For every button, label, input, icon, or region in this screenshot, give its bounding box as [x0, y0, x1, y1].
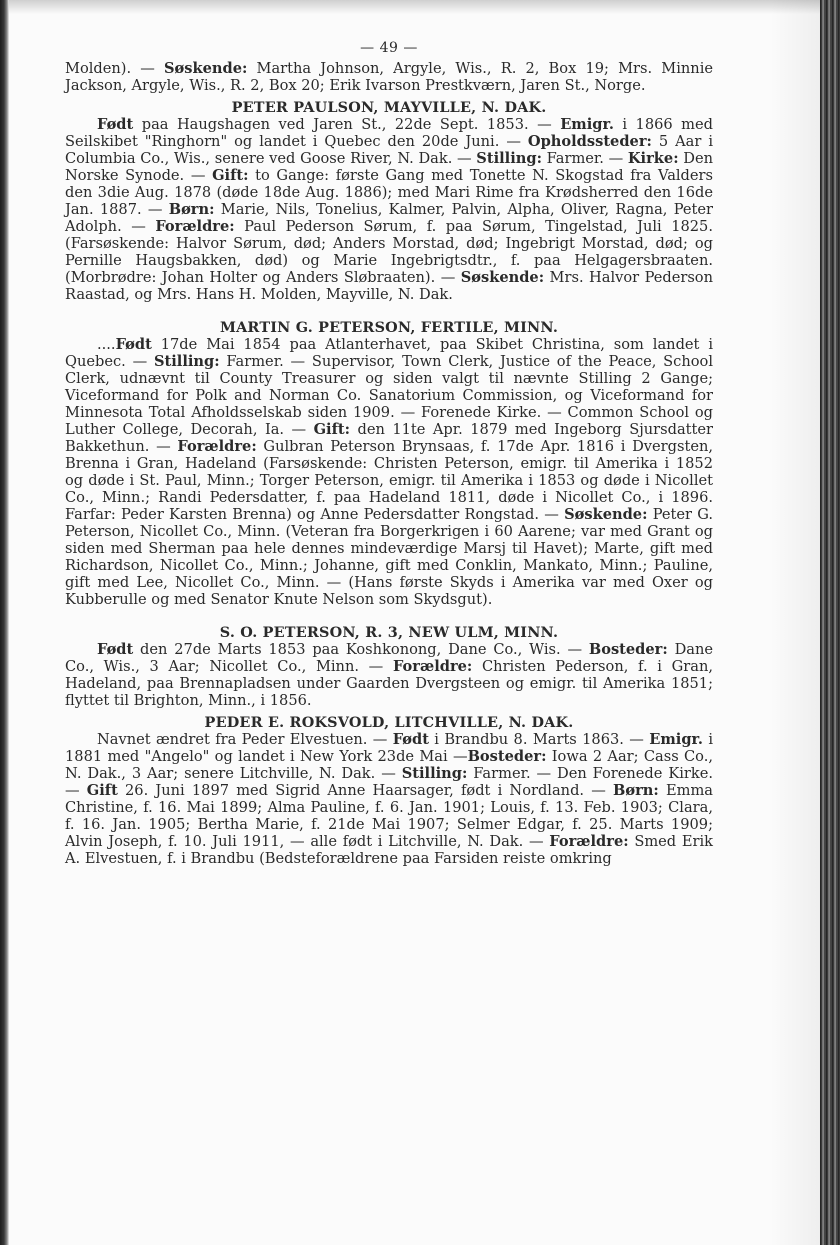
field-text: Iowa 2 Aar; Cass Co., N. Dak., 3 Aar; senere Litchville, N. Dak. — [65, 748, 713, 782]
entry-paragraph [65, 641, 713, 709]
field-label: Opholdssteder: [527, 133, 652, 150]
field-text: Navnet ændret fra Peder Elvestuen. — [97, 731, 393, 748]
book-page [65, 40, 713, 867]
field-label: Stilling: [401, 765, 468, 782]
field-text: Gulbran Peterson Brynsaas, f. 17de Apr. 1816 i Dvergsten, Brenna i Gran, Hadeland (Farsøskende: Christen Peterson, emigr. til Amerika i 1852 og døde i St. Paul, Minn.; Torger Peterson, emigr. til Amerika i 1853 og døde i Nicollet Co., Minn.; Randi Pedersdatter, f. paa Hadeland 1811, døde i Nicollet Co., i 1896. Farfar: Peder Karsten Brenna) og Anne Pedersdatter Rongstad. — [65, 438, 713, 523]
field-text: to Gange: første Gang med Tonette N. Skogstad fra Valders den 3die Aug. 1878 (døde 18de Aug. 1886); med Mari Rime fra Krødsherred den 16de Jan. 1887. — [65, 167, 714, 218]
field-text: Den Norske Synode. — [65, 150, 713, 184]
field-text: Smed Erik A. Elvestuen, f. i Brandbu (Bedsteforældrene paa Farsiden reiste omkring [65, 833, 713, 867]
field-text: Emma Christine, f. 16. Mai 1899; Alma Pauline, f. 6. Jan. 1901; Louis, f. 13. Feb. 1903; Clara, f. 16. Jan. 1905; Bertha Marie, f. 21de Mai 1907; Selmer Edgar, f. 25. Marts 1909; Alvin Joseph, f. 10. Juli 1911, — alle født i Litchville, N. Dak. — [65, 782, 713, 850]
field-text: paa Haugshagen ved Jaren St., 22de Sept. 1853. — [133, 116, 561, 133]
field-label: Søskende: [460, 269, 545, 286]
field-label: Emigr. [560, 116, 614, 133]
scan-top-shadow [0, 0, 840, 14]
field-label: Forældre: [549, 833, 629, 850]
field-label: Emigr. [649, 731, 703, 748]
field-text: i 1866 med Seilskibet "Ringhorn" og landet i Quebec den 20de Juni. — [65, 116, 713, 150]
field-label: Født [115, 336, 152, 353]
field-label: Gift: [212, 167, 249, 184]
field-text: 17de Mai 1854 paa Atlanterhavet, paa Skibet Christina, som landet i Quebec. — [65, 336, 713, 370]
field-text: den 27de Marts 1853 paa Koshkonong, Dane Co., Wis. — [133, 641, 589, 658]
field-label: Gift: [313, 421, 351, 438]
field-label: Børn: [613, 782, 659, 799]
book-binding-edge [820, 0, 840, 1245]
scan-left-edge [0, 0, 9, 1245]
biography-entries [65, 99, 713, 867]
entry-prefix: .... [97, 336, 116, 353]
field-text: Farmer. — [541, 150, 628, 167]
entry-paragraph [65, 116, 713, 303]
field-label: Søskende: [564, 506, 648, 523]
continuation-paragraph [65, 60, 713, 94]
field-label: Født [392, 731, 429, 748]
continuation-text-after: Martha Johnson, Argyle, Wis., R. 2, Box 19; Mrs. Minnie Jackson, Argyle, Wis., R. 2, Box 20; Erik Ivarson Prestkværn, Jaren St., Norge. [65, 60, 714, 94]
field-label: Forældre: [392, 658, 473, 675]
field-text: Dane Co., Wis., 3 Aar; Nicollet Co., Minn. — [65, 641, 714, 675]
field-text: den 11te Apr. 1879 med Ingeborg Sjursdatter Bakkethun. — [65, 421, 713, 455]
entry-heading: PETER PAULSON, MAYVILLE, N. DAK. [231, 99, 547, 116]
field-text: Farmer. — Supervisor, Town Clerk, Justice of the Peace, School Clerk, udnævnt til County Treasurer og siden valgt til nævnte Stilling 2 Gange; Viceformand for Polk and Norman Co. Sanatorium Commission, og Viceformand for Minnesota Total Afholdsselskab siden 1909. — Forenede Kirke. — Common School og Luther College, Decorah, Ia. — [65, 353, 713, 438]
field-label: Født [97, 116, 134, 133]
field-label: Stilling: [476, 150, 542, 167]
field-label: Forældre: [177, 438, 257, 455]
field-text: i 1881 med "Angelo" og landet i New York 23de Mai — [65, 731, 713, 765]
continuation-text-before: Molden). — [65, 60, 165, 77]
field-text: 26. Juni 1897 med Sigrid Anne Haarsager, født i Nordland. — [117, 782, 614, 799]
field-text: i Brandbu 8. Marts 1863. — [428, 731, 650, 748]
field-label: Kirke: [627, 150, 679, 167]
entry-heading: MARTIN G. PETERSON, FERTILE, MINN. [219, 319, 559, 336]
continuation-label: Søskende: [164, 60, 248, 77]
field-label: Bosteder: [467, 748, 547, 765]
page-number: — 49 — [360, 40, 418, 56]
field-text: Peter G. Peterson, Nicollet Co., Minn. (Veteran fra Borgerkrigen i 60 Aarene; var med Grant og siden med Sherman paa hele dennes mindeværdige Marsj til Havet); Marte, gift med Richardson, Nicollet Co., Minn.; Johanne, gift med Conklin, Mankato, Minn.; Pauline, gift med Lee, Nicollet Co., Minn. — (Hans første Skyds i Amerika var med Oxer og Kubberulle og med Senator Knute Nelson som Skydsgut). [65, 506, 713, 608]
entry-paragraph [65, 336, 713, 608]
entry-heading: S. O. PETERSON, R. 3, NEW ULM, MINN. [219, 624, 559, 641]
field-label: Gift [86, 782, 118, 799]
field-text: Christen Pederson, f. i Gran, Hadeland, paa Brennapladsen under Gaarden Dvergsteen og emigr. til Amerika 1851; flyttet til Brighton, Minn., i 1856. [65, 658, 714, 709]
entry-paragraph [65, 731, 713, 867]
entry-heading: PEDER E. ROKSVOLD, LITCHVILLE, N. DAK. [204, 714, 574, 731]
field-label: Bosteder: [588, 641, 668, 658]
field-label: Stilling: [153, 353, 220, 370]
field-text: Farmer. — Den Forenede Kirke. — [65, 765, 713, 799]
field-label: Børn: [168, 201, 215, 218]
field-label: Født [97, 641, 134, 658]
field-text: Mrs. Halvor Pederson Raastad, og Mrs. Hans H. Molden, Mayville, N. Dak. [65, 269, 713, 303]
field-text: Marie, Nils, Tonelius, Kalmer, Palvin, Alpha, Oliver, Ragna, Peter Adolph. — [65, 201, 713, 235]
scan-gutter-shadow [770, 0, 820, 1245]
field-text: Paul Pederson Sørum, f. paa Sørum, Tingelstad, Juli 1825. (Farsøskende: Halvor Sørum, død; Anders Morstad, død; Ingebrigt Morstad, død; og Pernille Haugsbakken, død) og Marie Ingebrigtsdtr., f. paa Helgagersbraaten. (Morbrødre: Johan Holter og Anders Sløbraaten). — [65, 218, 713, 286]
field-text: 5 Aar i Columbia Co., Wis., senere ved Goose River, N. Dak. — [65, 133, 713, 167]
field-label: Forældre: [155, 218, 235, 235]
